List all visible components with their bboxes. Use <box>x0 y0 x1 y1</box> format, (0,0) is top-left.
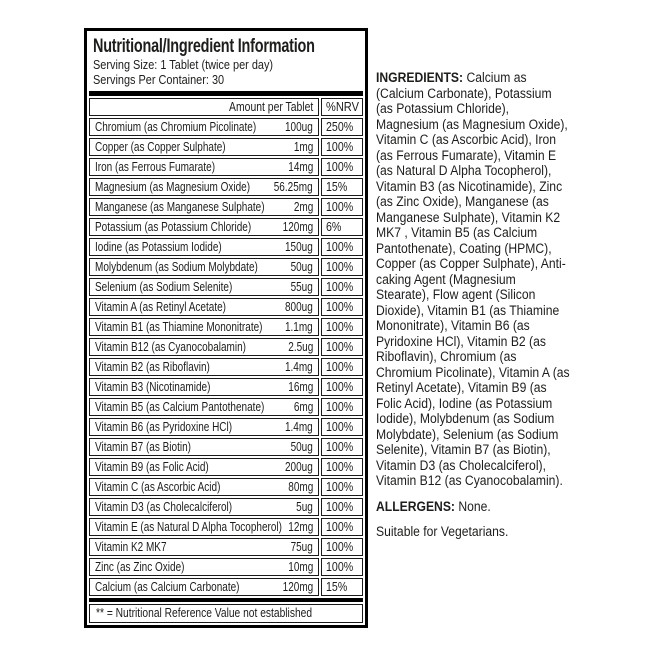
nutrient-cell <box>89 218 319 236</box>
nutrient-nrv: 100% <box>326 280 354 294</box>
nutrient-nrv: 100% <box>326 300 354 314</box>
nutrient-name: Chromium (as Chromium Picolinate) <box>95 120 257 134</box>
nutrient-nrv-cell <box>321 178 363 196</box>
ingredients-section <box>376 70 570 550</box>
nutrient-amount: 2mg <box>293 200 313 214</box>
table-row <box>89 118 363 136</box>
allergens-heading: ALLERGENS: <box>376 498 455 514</box>
nutrient-cell <box>89 178 319 196</box>
nutrient-amount: 55ug <box>290 280 313 294</box>
nutrient-name: Calcium (as Calcium Carbonate) <box>95 580 240 594</box>
nutrient-nrv-cell <box>321 158 363 176</box>
nutrient-nrv: 100% <box>326 540 354 554</box>
nutrient-nrv: 100% <box>326 560 354 574</box>
nutrient-name: Iodine (as Potassium Iodide) <box>95 240 222 254</box>
nutrient-cell <box>89 498 319 516</box>
ingredients-heading: INGREDIENTS: <box>376 70 464 85</box>
nutrient-cell <box>89 458 319 476</box>
nutrient-nrv: 100% <box>326 440 354 454</box>
amount-header-cell <box>89 98 319 116</box>
nutrient-nrv-cell <box>321 458 363 476</box>
nutrient-cell <box>89 378 319 396</box>
nutrient-name: Zinc (as Zinc Oxide) <box>95 560 185 574</box>
nutrient-name: Vitamin A (as Retinyl Acetate) <box>95 300 226 314</box>
nutrient-amount: 16mg <box>287 380 313 394</box>
nutrient-nrv-cell <box>321 518 363 536</box>
nutrient-amount: 14mg <box>287 160 313 174</box>
nutrient-amount: 200ug <box>285 460 313 474</box>
allergens-text: None. <box>458 498 491 514</box>
nutrient-nrv-cell <box>321 318 363 336</box>
nutrient-cell <box>89 118 319 136</box>
nutrient-amount: 10mg <box>287 560 313 574</box>
nutrient-nrv: 15% <box>326 580 348 594</box>
nutrient-amount: 120mg <box>282 580 313 594</box>
nutrient-nrv-cell <box>321 538 363 556</box>
table-row <box>89 478 363 496</box>
nutrient-nrv: 100% <box>326 160 354 174</box>
nutrient-amount: 56.25mg <box>274 180 313 194</box>
nutrient-nrv-cell <box>321 278 363 296</box>
nutrient-nrv-cell <box>321 258 363 276</box>
table-row <box>89 258 363 276</box>
nutrient-nrv: 100% <box>326 340 354 354</box>
nutrient-cell <box>89 298 319 316</box>
nutrient-amount: 2.5ug <box>287 340 313 354</box>
nutrient-nrv-cell <box>321 398 363 416</box>
panel-title: Nutritional/Ingredient Information <box>93 36 315 57</box>
table-row <box>89 278 363 296</box>
footnote-box <box>89 604 363 623</box>
nrv-column-header: %NRV <box>326 99 359 114</box>
nutrient-nrv-cell <box>321 338 363 356</box>
nutrient-name: Magnesium (as Magnesium Oxide) <box>95 180 251 194</box>
table-row <box>89 218 363 236</box>
nutrient-cell <box>89 438 319 456</box>
nutrient-cell <box>89 578 319 596</box>
nutrient-cell <box>89 238 319 256</box>
nutrient-nrv: 100% <box>326 240 354 254</box>
serving-size: Serving Size: 1 Tablet (twice per day) <box>93 57 274 72</box>
nutrient-cell <box>89 318 319 336</box>
nutrient-cell <box>89 198 319 216</box>
nutrient-name: Vitamin B2 (as Riboflavin) <box>95 360 210 374</box>
table-row <box>89 298 363 316</box>
nutrient-name: Vitamin B7 (as Biotin) <box>95 440 191 454</box>
nutrient-amount: 800ug <box>285 300 313 314</box>
nrv-header-cell <box>321 98 363 116</box>
table-row <box>89 538 363 556</box>
nutrient-amount: 1.4mg <box>285 420 313 434</box>
nutrient-name: Vitamin B3 (Nicotinamide) <box>95 380 211 394</box>
nutrient-nrv: 100% <box>326 380 354 394</box>
nutrient-nrv: 100% <box>326 140 354 154</box>
nutrient-nrv-cell <box>321 578 363 596</box>
nutrient-cell <box>89 138 319 156</box>
nutrient-nrv: 100% <box>326 420 354 434</box>
allergens-paragraph <box>376 499 570 515</box>
table-row <box>89 458 363 476</box>
nutrient-name: Vitamin B6 (as Pyridoxine HCl) <box>95 420 233 434</box>
nutrient-nrv: 100% <box>326 200 354 214</box>
nutrient-nrv: 6% <box>326 220 342 234</box>
nutrient-nrv-cell <box>321 298 363 316</box>
table-row <box>89 318 363 336</box>
nutrient-name: Potassium (as Potassium Chloride) <box>95 220 252 234</box>
nutrient-cell <box>89 478 319 496</box>
nutrient-name: Manganese (as Manganese Sulphate) <box>95 200 265 214</box>
table-rows <box>89 118 363 596</box>
divider-bar-bottom <box>89 598 363 602</box>
ingredients-text: Calcium as (Calcium Carbonate), Potassium (as Potassium Chloride), Magnesium (as Magnesium Oxide), Vitamin C (as Ascorbic Acid), Iron (as Ferrous Fumarate), Vitamin E (as Natural D Alpha Tocopherol), Vitamin B3 (as Nicotinamide), Zinc (as Zinc Oxide), Manganese (as Manganese Sulphate), Vitamin K2 MK7 , Vitamin B5 (as Calcium Pantothenate), Coating (HPMC), Copper (as Copper Sulphate), Anti-caking Agent (Magnesium Stearate), Flow agent (Silicon Dioxide), Vitamin B1 (as Thiamine Mononitrate), Vitamin B6 (as Pyridoxine HCl), Vitamin B2 (as Riboflavin), Chromium (as Chromium Picolinate), Vitamin A (as Retinyl Acetate), Vitamin B9 (as Folic Acid), Iodine (as Potassium Iodide), Molybdenum (as Sodium Molybdate), Selenium (as Sodium Selenite), Vitamin B7 (as Biotin), Vitamin D3 (as Cholecalciferol), Vitamin B12 (as Cyanocobalamin). <box>376 70 570 488</box>
nutrient-nrv: 100% <box>326 400 354 414</box>
suitability-note: Suitable for Vegetarians. <box>376 524 509 539</box>
nutrient-cell <box>89 158 319 176</box>
nutrient-name: Vitamin E (as Natural D Alpha Tocopherol) <box>95 520 282 534</box>
table-row <box>89 438 363 456</box>
table-row <box>89 518 363 536</box>
nutrient-nrv: 100% <box>326 460 354 474</box>
nutrient-name: Iron (as Ferrous Fumarate) <box>95 160 216 174</box>
panel-header <box>89 33 363 90</box>
nutrient-cell <box>89 538 319 556</box>
table-row <box>89 158 363 176</box>
nutrient-nrv: 100% <box>326 500 354 514</box>
table-row <box>89 238 363 256</box>
nutrient-name: Selenium (as Sodium Selenite) <box>95 280 233 294</box>
nutrient-name: Vitamin D3 (as Cholecalciferol) <box>95 500 233 514</box>
nutrient-amount: 75ug <box>290 540 313 554</box>
nutrient-cell <box>89 278 319 296</box>
table-row <box>89 398 363 416</box>
nutrient-amount: 100ug <box>285 120 313 134</box>
nutrient-cell <box>89 358 319 376</box>
nutrient-name: Vitamin K2 MK7 <box>95 540 167 554</box>
nutrient-nrv-cell <box>321 198 363 216</box>
nutrient-cell <box>89 398 319 416</box>
nutrient-amount: 50ug <box>290 440 313 454</box>
table-row <box>89 198 363 216</box>
table-row <box>89 358 363 376</box>
nutrient-cell <box>89 338 319 356</box>
nutrient-nrv-cell <box>321 498 363 516</box>
nutrient-name: Vitamin B5 (as Calcium Pantothenate) <box>95 400 265 414</box>
nutrient-name: Molybdenum (as Sodium Molybdate) <box>95 260 258 274</box>
column-header-row <box>89 98 363 116</box>
nutrient-nrv-cell <box>321 358 363 376</box>
nutrient-name: Vitamin B1 (as Thiamine Mononitrate) <box>95 320 263 334</box>
nutrient-nrv-cell <box>321 118 363 136</box>
nutrient-amount: 1mg <box>293 140 313 154</box>
nutrient-amount: 6mg <box>293 400 313 414</box>
nutrient-amount: 1.4mg <box>285 360 313 374</box>
nutrient-amount: 1.1mg <box>285 320 313 334</box>
nutrient-name: Vitamin B12 (as Cyanocobalamin) <box>95 340 247 354</box>
table-row <box>89 578 363 596</box>
nutrient-nrv: 250% <box>326 120 354 134</box>
nutrient-amount: 150ug <box>285 240 313 254</box>
table-row <box>89 378 363 396</box>
nutrient-amount: 120mg <box>282 220 313 234</box>
table-row <box>89 558 363 576</box>
table-row <box>89 338 363 356</box>
amount-column-header: Amount per Tablet <box>228 99 313 114</box>
nutrient-nrv-cell <box>321 378 363 396</box>
nutrient-amount: 50ug <box>290 260 313 274</box>
ingredients-paragraph <box>376 70 570 489</box>
nutrient-nrv-cell <box>321 238 363 256</box>
table-row <box>89 498 363 516</box>
nutrient-nrv-cell <box>321 138 363 156</box>
nutrient-amount: 80mg <box>287 480 313 494</box>
nutrient-nrv: 100% <box>326 360 354 374</box>
nutrient-nrv-cell <box>321 478 363 496</box>
table-row <box>89 178 363 196</box>
nutrient-nrv-cell <box>321 438 363 456</box>
nutrient-nrv-cell <box>321 418 363 436</box>
nutrient-name: Vitamin C (as Ascorbic Acid) <box>95 480 221 494</box>
nutrient-cell <box>89 258 319 276</box>
divider-bar-top <box>89 91 363 96</box>
table-row <box>89 418 363 436</box>
nutrient-nrv: 100% <box>326 320 354 334</box>
nutrient-amount: 12mg <box>287 520 313 534</box>
nutrient-nrv-cell <box>321 558 363 576</box>
nutrient-cell <box>89 418 319 436</box>
footnote: ** = Nutritional Reference Value not established <box>96 606 313 620</box>
nutrition-panel <box>84 28 368 628</box>
servings-per-container: Servings Per Container: 30 <box>93 71 225 87</box>
nutrient-nrv: 15% <box>326 180 348 194</box>
nutrient-nrv: 100% <box>326 480 354 494</box>
nutrient-amount: 5ug <box>296 500 313 514</box>
nutrient-nrv-cell <box>321 218 363 236</box>
nutrient-cell <box>89 518 319 536</box>
nutrient-nrv: 100% <box>326 520 354 534</box>
nutrient-cell <box>89 558 319 576</box>
nutrient-name: Vitamin B9 (as Folic Acid) <box>95 460 209 474</box>
table-row <box>89 138 363 156</box>
nutrient-name: Copper (as Copper Sulphate) <box>95 140 226 154</box>
nutrient-nrv: 100% <box>326 260 354 274</box>
